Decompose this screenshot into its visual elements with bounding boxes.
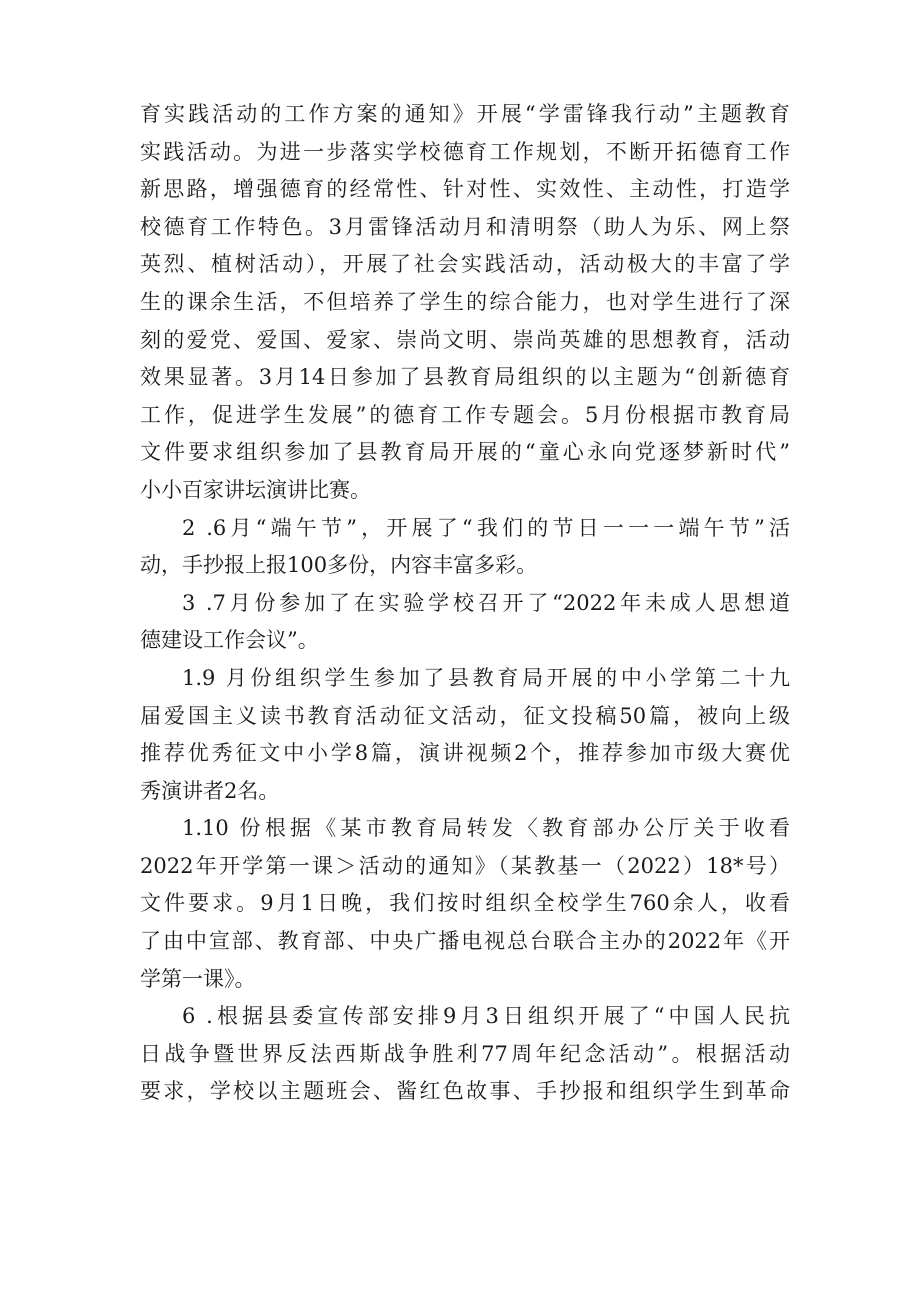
text-line: 工作，促进学生发展”的德育工作专题会。5月份根据市教育局 <box>140 402 790 427</box>
text-line: 学第一课》。 <box>140 966 256 991</box>
text-line: 实践活动。为进一步落实学校德育工作规划，不断开拓德育工作 <box>140 139 790 164</box>
text-line: 日战争暨世界反法西斯战争胜利77周年纪念活动”。根据活动 <box>140 1041 790 1066</box>
text-line: 1.9 月份组织学生参加了县教育局开展的中小学第二十九 <box>182 665 790 690</box>
text-line: 秀演讲者2名。 <box>140 778 280 803</box>
text-line: 文件要求组织参加了县教育局开展的“童心永向党逐梦新时代” <box>140 440 790 465</box>
text-line: 6 .根据县委宣传部安排9月3日组织开展了“中国人民抗 <box>182 1004 790 1029</box>
text-line: 校德育工作特色。3月雷锋活动月和清明祭（助人为乐、网上祭 <box>140 214 790 239</box>
text-line: 英烈、植树活动），开展了社会实践活动，活动极大的丰富了学 <box>140 252 790 277</box>
document-body <box>140 96 790 1111</box>
text-line: 2022年开学第一课＞活动的通知》（某教基一（2022）18*号） <box>140 853 790 878</box>
text-line: 2 .6月“端午节”，开展了“我们的节日一一一端午节”活 <box>182 515 790 540</box>
text-line: 刻的爱党、爱国、爱家、崇尚文明、崇尚英雄的思想教育，活动 <box>140 327 790 352</box>
text-line: 3 .7月份参加了在实验学校召开了“2022年未成人思想道 <box>182 590 790 615</box>
text-line: 新思路，增强德育的经常性、针对性、实效性、主动性，打造学 <box>140 177 790 202</box>
text-line: 1.10 份根据《某市教育局转发〈教育部办公厅关于收看 <box>182 816 790 841</box>
text-line: 效果显著。3月14日参加了县教育局组织的以主题为“创新德育 <box>140 365 790 390</box>
text-line: 了由中宣部、教育部、中央广播电视总台联合主办的2022年《开 <box>140 929 790 954</box>
text-line: 育实践活动的工作方案的通知》开展“学雷锋我行动”主题教育 <box>140 102 790 126</box>
text-line: 文件要求。9月1日晚，我们按时组织全校学生760余人，收看 <box>140 891 790 916</box>
text-line: 动，手抄报上报100多份，内容丰富多彩。 <box>140 553 538 578</box>
text-line: 德建设工作会议”。 <box>140 628 319 653</box>
text-line: 要求，学校以主题班会、酱红色故事、手抄报和组织学生到革命 <box>140 1079 790 1104</box>
text-line: 届爱国主义读书教育活动征文活动，征文投稿50篇，被向上级 <box>140 703 790 728</box>
text-line: 生的课余生活，不但培养了学生的综合能力，也对学生进行了深 <box>140 289 790 314</box>
text-line: 小小百家讲坛演讲比赛。 <box>140 477 371 502</box>
text-line: 推荐优秀征文中小学8篇，演讲视频2个，推荐参加市级大赛优 <box>140 741 790 766</box>
